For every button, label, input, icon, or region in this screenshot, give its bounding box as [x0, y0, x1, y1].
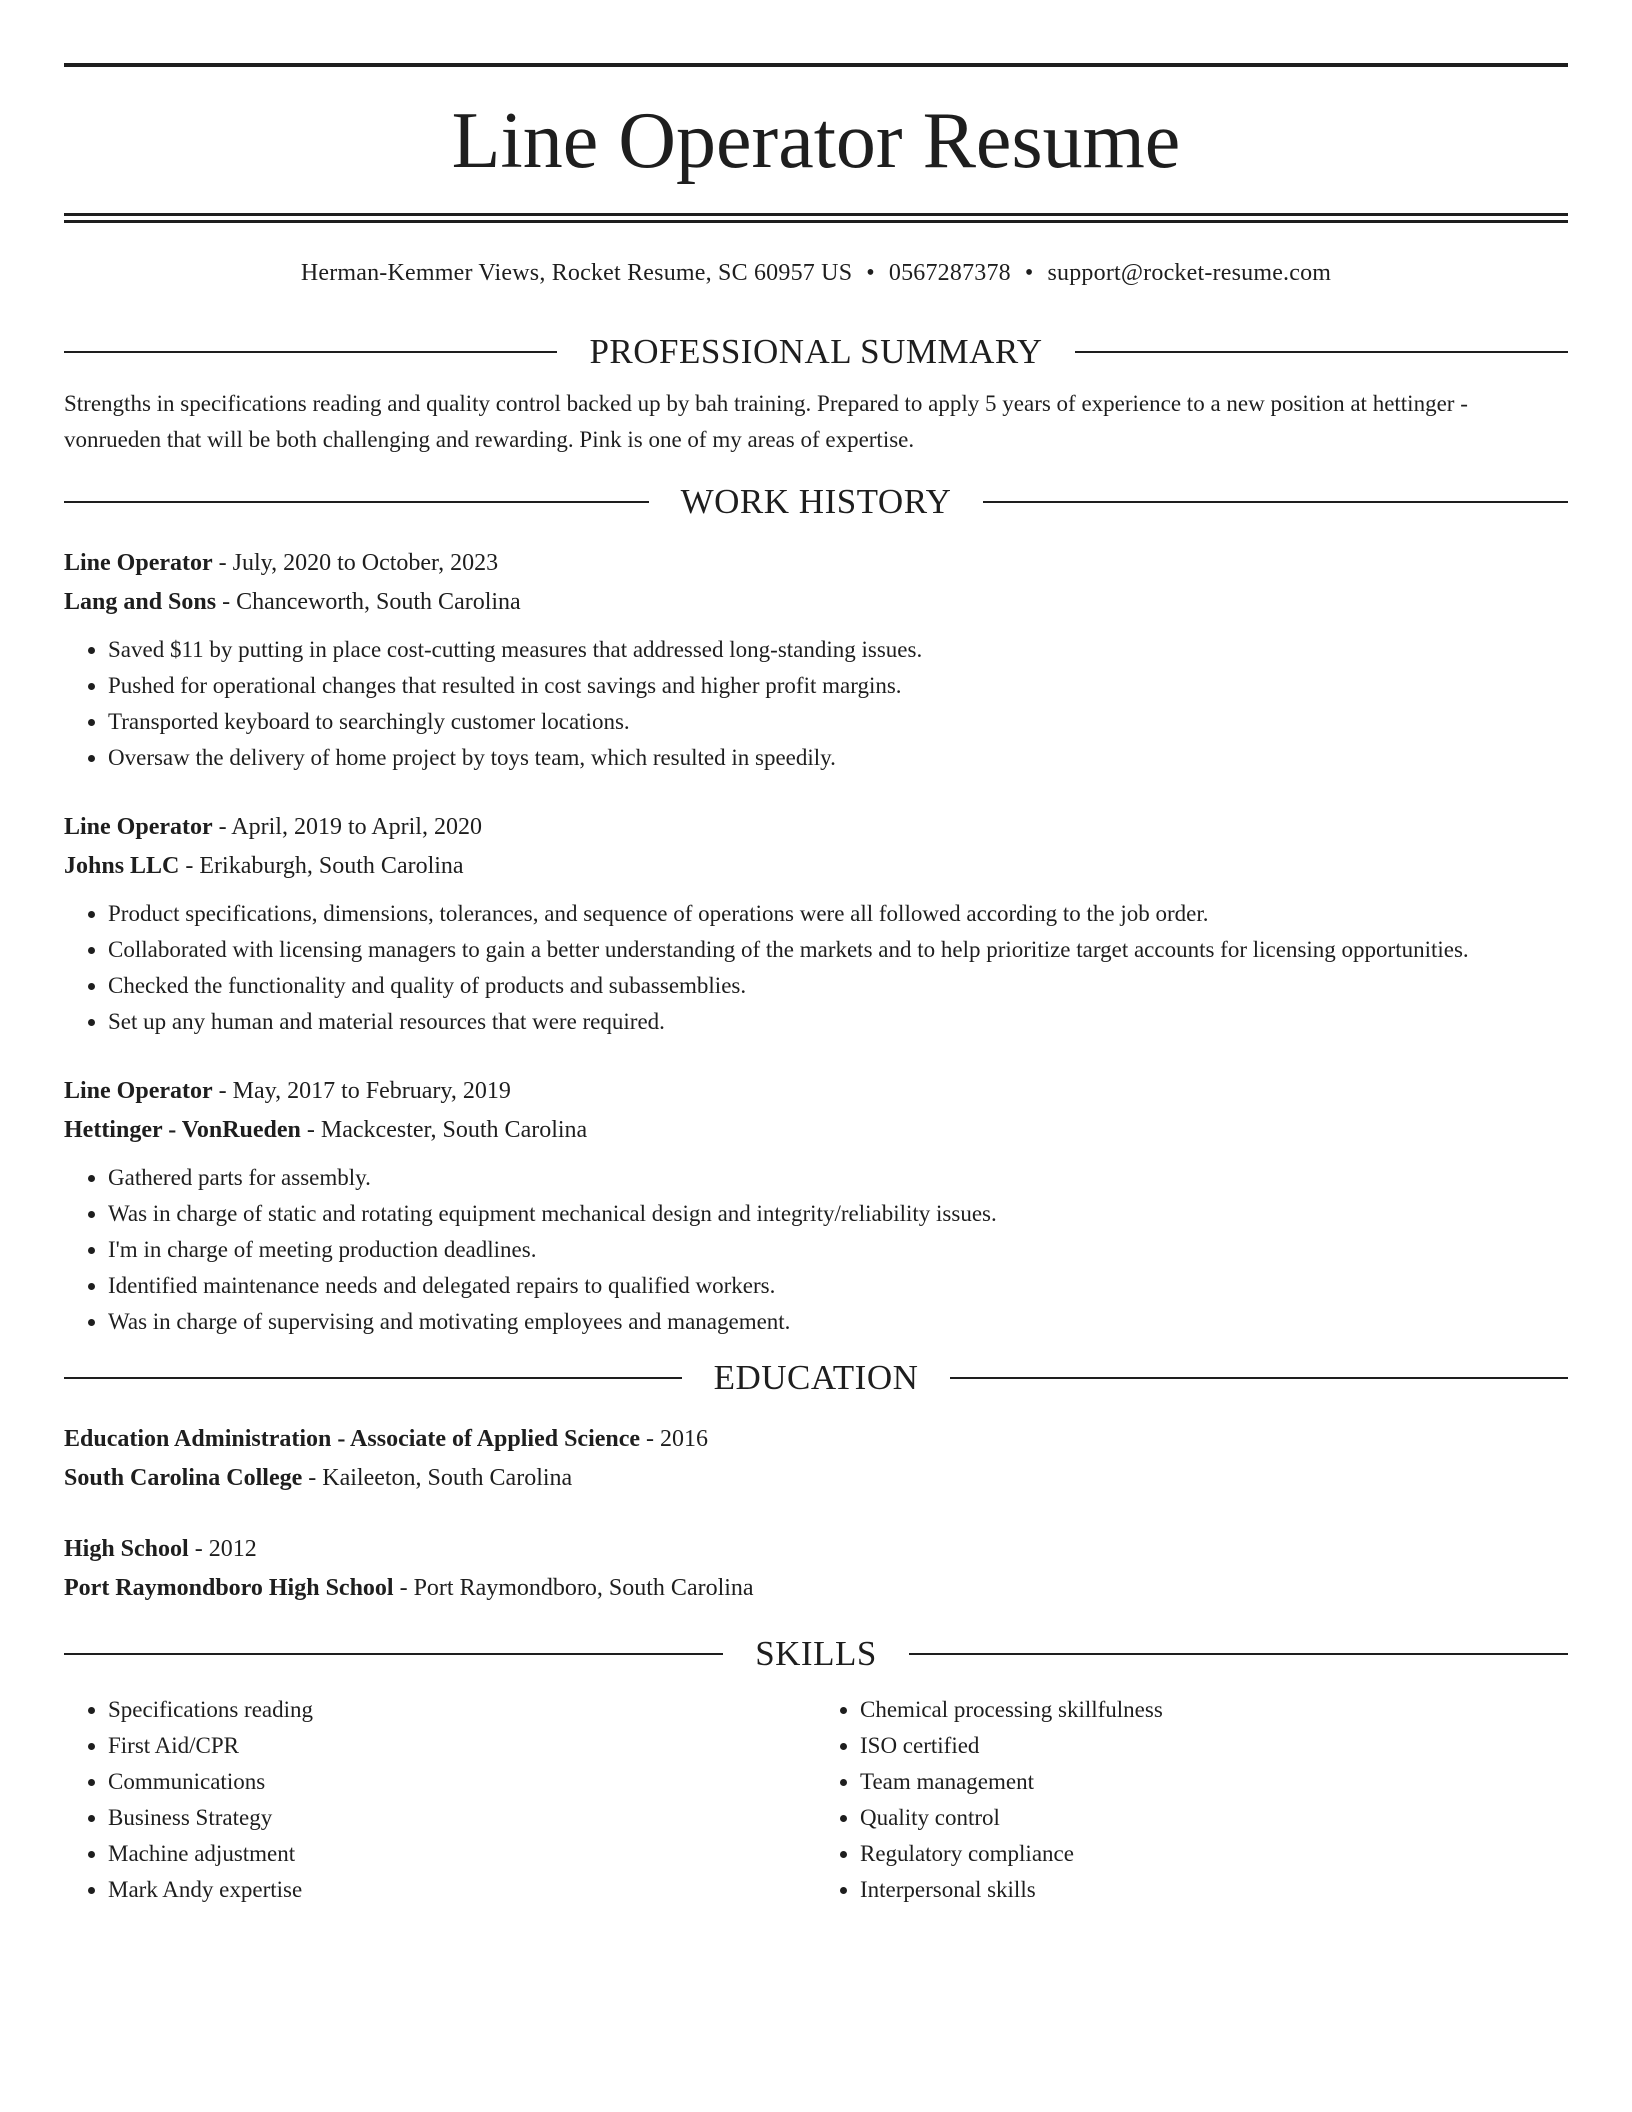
job-bullet: • Gathered parts for assembly. — [108, 1160, 1568, 1196]
education-school: Port Raymondboro High School — [64, 1575, 394, 1601]
section-title: WORK HISTORY — [680, 482, 952, 521]
job-title: Line Operator — [64, 550, 213, 576]
job-bullets — [64, 1160, 1568, 1340]
skill-item: • Regulatory compliance — [860, 1836, 1568, 1872]
skills-grid — [64, 1692, 1568, 1908]
job-bullet: • Identified maintenance needs and delegated repairs to qualified workers. — [108, 1268, 1568, 1304]
page-title: Line Operator Resume — [451, 97, 1181, 185]
education-degree-line — [64, 1420, 1568, 1459]
education-entry — [64, 1420, 1568, 1498]
job-entry — [64, 808, 1568, 1040]
section-heading-summary — [64, 332, 1568, 372]
job-bullets — [64, 896, 1568, 1040]
job-title: Line Operator — [64, 1078, 213, 1104]
job-dates: - May, 2017 to February, 2019 — [212, 1078, 511, 1104]
skills-column-left — [64, 1692, 816, 1908]
job-company: Lang and Sons — [64, 589, 217, 615]
education-degree: High School — [64, 1536, 189, 1562]
job-title-line — [64, 544, 1568, 583]
job-bullet: • Saved $11 by putting in place cost-cutting measures that addressed long-standing issues. — [108, 632, 1568, 668]
job-bullet: • Oversaw the delivery of home project by toys team, which resulted in speedily. — [108, 740, 1568, 776]
contact-phone: 0567287378 — [888, 260, 1011, 286]
heading-rule — [64, 351, 557, 353]
job-bullet: • I'm in charge of meeting production deadlines. — [108, 1232, 1568, 1268]
heading-rule — [909, 1653, 1568, 1655]
section-heading-work-history — [64, 482, 1568, 522]
heading-rule — [983, 501, 1568, 503]
contact-email: support@rocket-resume.com — [1047, 260, 1332, 286]
job-company-line — [64, 847, 1568, 886]
job-title: Line Operator — [64, 814, 213, 840]
job-bullet: • Product specifications, dimensions, tolerances, and sequence of operations were all followed according to the job order. — [108, 896, 1568, 932]
skill-item: • Chemical processing skillfulness — [860, 1692, 1568, 1728]
heading-rule — [950, 1377, 1568, 1379]
job-company-line — [64, 583, 1568, 622]
job-bullet: • Pushed for operational changes that resulted in cost savings and higher profit margins. — [108, 668, 1568, 704]
section-heading-education — [64, 1358, 1568, 1398]
heading-rule — [64, 1653, 723, 1655]
skill-item: • Interpersonal skills — [860, 1872, 1568, 1908]
skill-item: • Specifications reading — [108, 1692, 816, 1728]
heading-rule — [64, 1377, 682, 1379]
section-title: EDUCATION — [713, 1358, 919, 1397]
job-bullet: • Checked the functionality and quality of products and subassemblies. — [108, 968, 1568, 1004]
heading-rule — [64, 501, 649, 503]
job-location: - Mackcester, South Carolina — [300, 1117, 588, 1143]
education-year: - 2016 — [640, 1426, 709, 1452]
job-bullet: • Was in charge of supervising and motivating employees and management. — [108, 1304, 1568, 1340]
education-degree-line — [64, 1530, 1568, 1569]
title-double-rule — [64, 213, 1568, 223]
education-degree: Education Administration - Associate of Applied Science — [64, 1426, 641, 1452]
education-location: - Port Raymondboro, South Carolina — [393, 1575, 754, 1601]
education-school-line — [64, 1459, 1568, 1498]
job-bullet: • Set up any human and material resources that were required. — [108, 1004, 1568, 1040]
job-bullet: • Transported keyboard to searchingly customer locations. — [108, 704, 1568, 740]
education-school-line — [64, 1569, 1568, 1608]
job-entry — [64, 1072, 1568, 1340]
education-year: - 2012 — [188, 1536, 257, 1562]
job-title-line — [64, 1072, 1568, 1111]
skill-item: • Quality control — [860, 1800, 1568, 1836]
job-entry — [64, 544, 1568, 776]
job-location: - Erikaburgh, South Carolina — [179, 853, 464, 879]
skill-item: • ISO certified — [860, 1728, 1568, 1764]
education-list — [64, 1420, 1568, 1608]
contact-address: Herman-Kemmer Views, Rocket Resume, SC 60957 US — [300, 260, 853, 286]
skill-item: • Business Strategy — [108, 1800, 816, 1836]
skill-item: • Communications — [108, 1764, 816, 1800]
summary-text: Strengths in specifications reading and quality control backed up by bah training. Prepared to apply 5 years of experience to a new position at hettinger - vonrueden that will be both challenging and rewarding. Pink is one of my areas of expertise. — [64, 391, 1468, 452]
job-company: Hettinger - VonRueden — [64, 1117, 301, 1143]
contact-line — [64, 259, 1568, 287]
skill-item: • Mark Andy expertise — [108, 1872, 816, 1908]
skill-item: • Machine adjustment — [108, 1836, 816, 1872]
job-bullets — [64, 632, 1568, 776]
education-location: - Kaileeton, South Carolina — [302, 1465, 573, 1491]
work-history-list — [64, 544, 1568, 1340]
job-company-line — [64, 1111, 1568, 1150]
contact-separator: • — [866, 260, 875, 286]
job-bullet: • Collaborated with licensing managers to gain a better understanding of the markets and to help prioritize target accounts for licensing opportunities. — [108, 932, 1568, 968]
contact-separator: • — [1024, 260, 1034, 286]
skill-item: • Team management — [860, 1764, 1568, 1800]
job-company: Johns LLC — [64, 853, 180, 879]
section-heading-skills — [64, 1634, 1568, 1674]
skills-column-right — [816, 1692, 1568, 1908]
job-dates: - April, 2019 to April, 2020 — [212, 814, 482, 840]
section-title: SKILLS — [755, 1634, 877, 1673]
heading-rule — [1075, 351, 1568, 353]
skill-item: • First Aid/CPR — [108, 1728, 816, 1764]
job-bullet: • Was in charge of static and rotating equipment mechanical design and integrity/reliability issues. — [108, 1196, 1568, 1232]
job-location: - Chanceworth, South Carolina — [216, 589, 521, 615]
education-entry — [64, 1530, 1568, 1608]
section-title: PROFESSIONAL SUMMARY — [589, 332, 1043, 371]
job-title-line — [64, 808, 1568, 847]
job-dates: - July, 2020 to October, 2023 — [212, 550, 499, 576]
top-rule — [64, 63, 1568, 67]
education-school: South Carolina College — [64, 1465, 303, 1491]
